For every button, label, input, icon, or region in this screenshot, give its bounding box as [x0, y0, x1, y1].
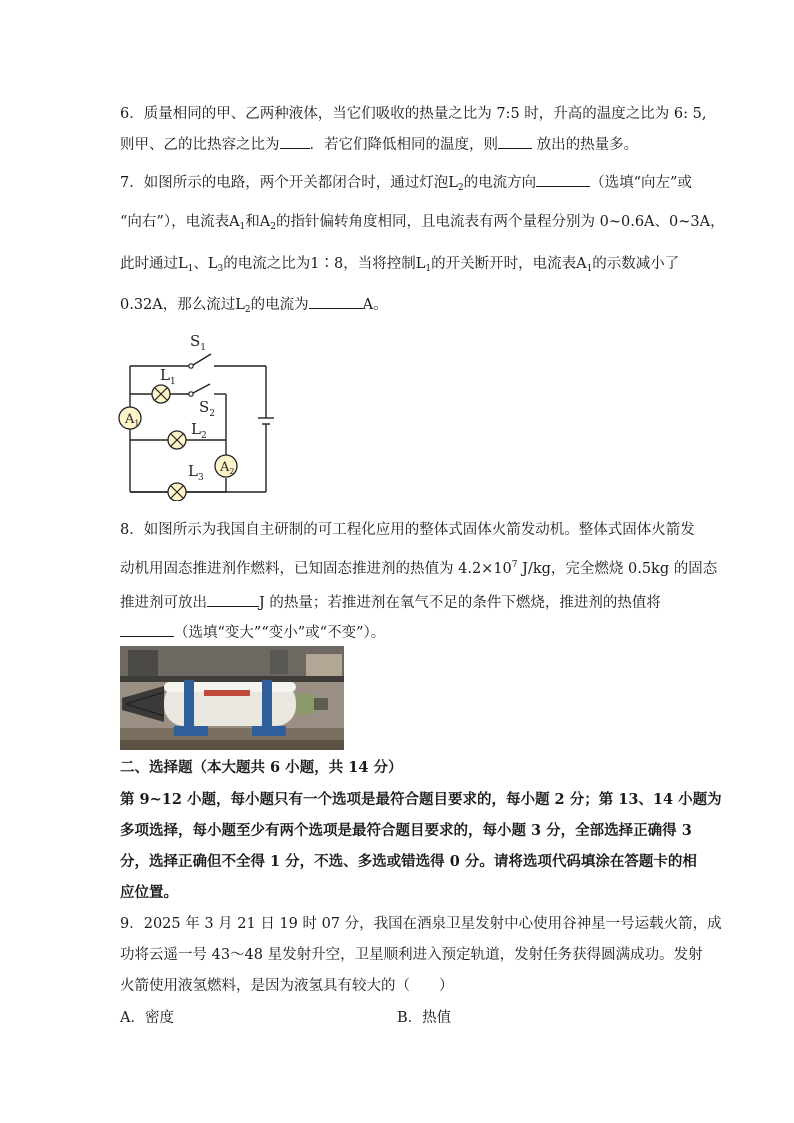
q9-line-1: 9．2025 年 3 月 21 日 19 时 07 分，我国在酒泉卫星发射中心使用谷神星一号运载火箭，成 [120, 916, 722, 932]
switch-s2-contact [189, 392, 193, 396]
q7-text: （选填“向左”或 [590, 175, 692, 191]
rocket-engine-photo [120, 646, 344, 750]
q8-text: J 的热量；若推进剂在氧气不足的条件下燃烧，推进剂的热值将 [259, 595, 661, 611]
q7-text: 7．如图所示的电路，两个开关都闭合时，通过灯泡L [120, 175, 458, 191]
q8-text: 推进剂可放出 [120, 595, 207, 611]
q7-line-4 [120, 294, 388, 320]
q6-text-c: 放出的热量多。 [532, 137, 639, 153]
subscript: 3 [217, 264, 224, 274]
subscript: 2 [457, 183, 464, 193]
q6-line-1: 6．质量相同的甲、乙两种液体，当它们吸收的热量之比为 7:5 时，升高的温度之比为 6: 5, [120, 106, 707, 122]
label-l3-sub: 3 [197, 473, 204, 483]
section-2-title: 二、选择题（本大题共 6 小题，共 14 分） [120, 759, 403, 776]
label-s1-letter: S [190, 332, 201, 350]
q8-text: （选填“变大”“变小”或“不变”）。 [174, 625, 386, 641]
label-l2-sub: 2 [200, 431, 207, 441]
bulb-l2-icon [168, 431, 186, 449]
q7-line-3 [120, 254, 679, 279]
subscript: 1 [187, 264, 194, 274]
q7-line-1 [120, 172, 692, 198]
q7-text: A。 [362, 297, 388, 313]
q8-line-3 [120, 592, 661, 613]
section-2-instructions-2: 多项选择，每小题至少有两个选项是最符合题目要求的，每小题 3 分，全部选择正确得 3 [120, 822, 692, 839]
q7-text: 、L [193, 256, 218, 272]
label-l3-letter: L [188, 462, 198, 480]
section-2-instructions-3: 分，选择正确但不全得 1 分，不选、多选或错选得 0 分。请将选项代码填涂在答题卡的相 [120, 853, 697, 870]
q6-text-b: ．若它们降低相同的温度，则 [309, 137, 498, 153]
q6-blank-2[interactable] [498, 134, 532, 149]
q7-text: “向右”），电流表A [120, 214, 240, 230]
q7-text: 的电流之比为1∶8，当将控制L [223, 256, 426, 272]
label-l2-letter: L [191, 420, 201, 438]
q7-text: 的电流为 [250, 297, 309, 313]
subscript: 1 [425, 264, 432, 274]
bulb-l3-icon [168, 483, 186, 501]
q9-option-b[interactable]: B．热值 [397, 1010, 452, 1026]
q9-line-2: 功将云遥一号 43～48 星发射升空，卫星顺利进入预定轨道，发射任务获得圆满成功。发射 [120, 947, 703, 963]
section-2-instructions-1: 第 9~12 小题，每小题只有一个选项是最符合题目要求的，每小题 2 分；第 13、14 小题为 [120, 791, 722, 808]
subscript: 2 [244, 305, 251, 315]
label-l1-letter: L [160, 366, 170, 384]
q7-text: 的开关断开时，电流表A [431, 256, 587, 272]
ammeter-a2-letter: A [220, 460, 230, 475]
q6-text-a: 则甲、乙的比热容之比为 [120, 137, 280, 153]
label-s1-sub: 1 [200, 343, 207, 353]
ammeter-a1-letter: A [125, 412, 135, 427]
q8-blank-change[interactable] [120, 622, 174, 637]
subscript: 2 [270, 222, 276, 232]
q8-line-4 [120, 622, 385, 643]
label-s1 [190, 332, 206, 353]
q7-blank-current[interactable] [309, 294, 363, 309]
label-s2 [199, 398, 215, 419]
q7-text: 和A [245, 214, 271, 230]
q9-option-a[interactable]: A．密度 [120, 1010, 174, 1026]
label-s2-letter: S [199, 398, 210, 416]
q7-text: 的电流方向 [463, 175, 537, 191]
ammeter-a2-icon [215, 455, 237, 477]
subscript: 1 [586, 264, 593, 274]
q6-blank-1[interactable] [280, 134, 310, 149]
q7-blank-direction[interactable] [536, 172, 590, 187]
section-2-instructions-4: 应位置。 [120, 884, 178, 901]
q7-line-2 [120, 212, 725, 237]
q9-line-3: 火箭使用液氢燃料，是因为液氢具有较大的（ ） [120, 978, 454, 994]
label-l1 [160, 366, 176, 387]
label-l2 [191, 420, 207, 441]
superscript: 7 [511, 560, 518, 570]
q7-text: 此时通过L [120, 256, 188, 272]
label-l1-sub: 1 [169, 377, 176, 387]
label-l3 [188, 462, 204, 483]
switch-s1-contact [189, 364, 193, 368]
q8-line-2 [120, 555, 717, 579]
q8-text: J/kg，完全燃烧 0.5kg 的固态 [517, 561, 718, 577]
q8-line-1: 8．如图所示为我国自主研制的可工程化应用的整体式固体火箭发动机。整体式固体火箭发 [120, 522, 695, 538]
ammeter-a1-icon [119, 407, 141, 429]
q7-text: 0.32A，那么流过L [120, 297, 245, 313]
q7-text: 的指针偏转角度相同，且电流表有两个量程分别为 0~0.6A、0~3A， [276, 214, 725, 230]
ammeter-a1-sub: 1 [134, 419, 140, 428]
circuit-diagram [118, 326, 278, 501]
subscript: 1 [239, 222, 246, 232]
ammeter-a2-sub: 2 [229, 467, 235, 476]
q8-blank-heat[interactable] [207, 592, 259, 607]
bulb-l1-icon [152, 385, 170, 403]
q6-line-2 [120, 134, 638, 155]
q7-text: 的示数减小了 [592, 256, 680, 272]
q8-text: 动机用固态推进剂作燃料，已知固态推进剂的热值为 4.2×10 [120, 561, 512, 577]
label-s2-sub: 2 [209, 409, 216, 419]
